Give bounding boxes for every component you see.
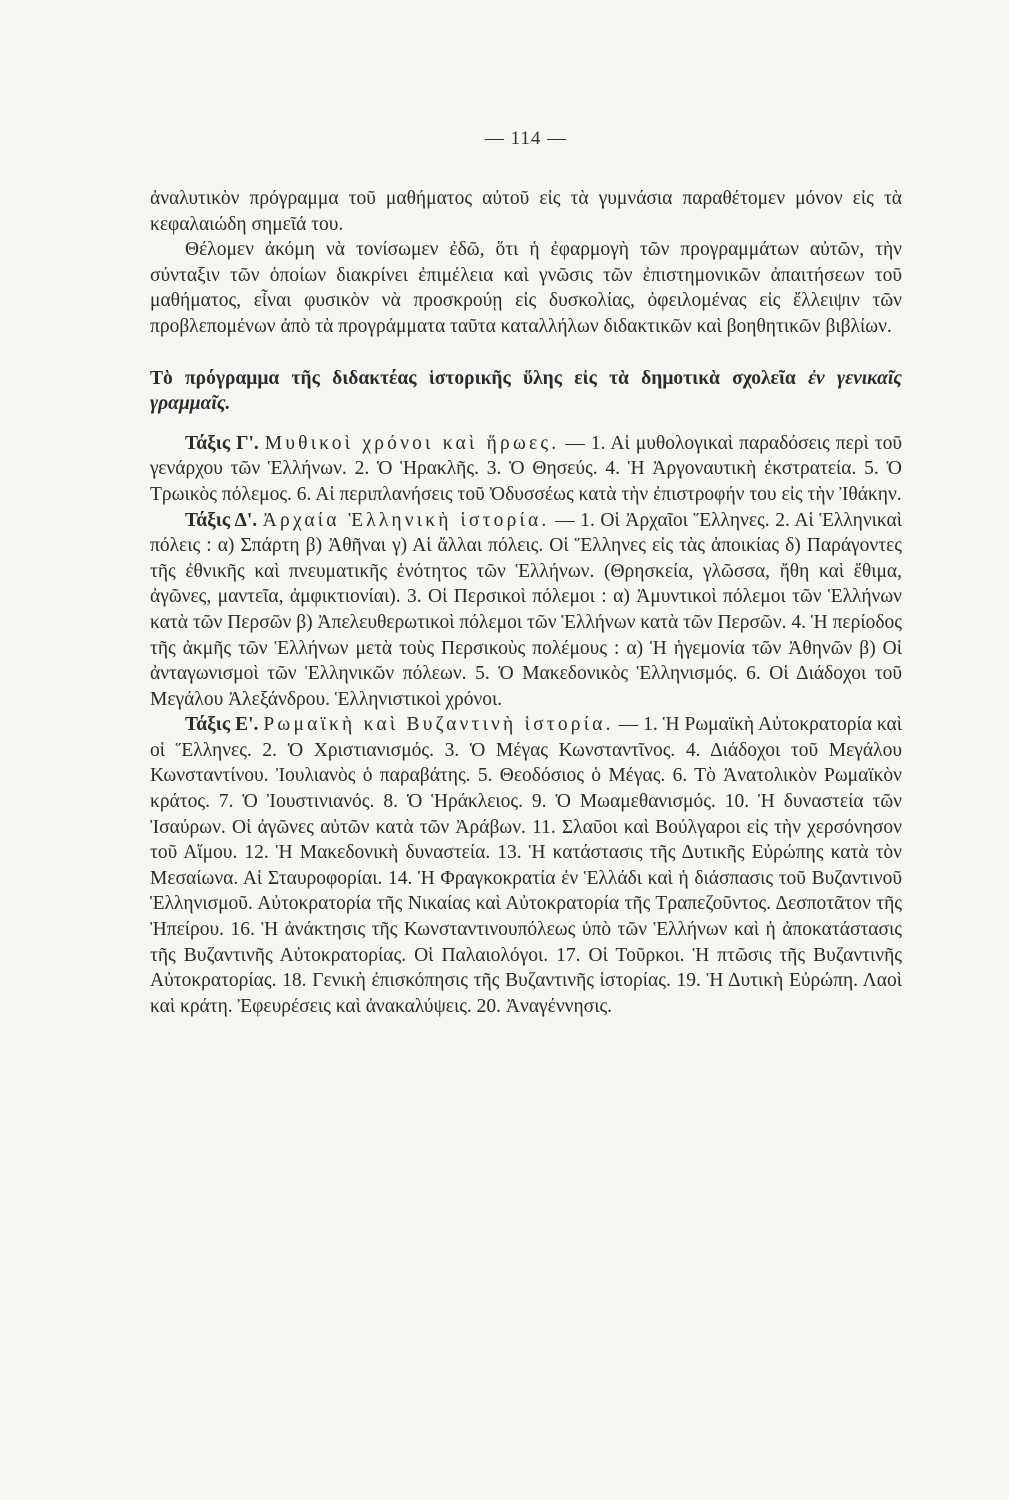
section-gap xyxy=(150,340,902,366)
class-e-paragraph xyxy=(150,712,902,1019)
emphasis-paragraph: Θέλομεν ἀκόμη νὰ τονίσωμεν ἐδῶ, ὅτι ἡ ἐφαρμογὴ τῶν προγραμμάτων αὐτῶν, τὴν σύνταξιν τῶν ὁποίων διακρίνει ἐπιμέλεια καὶ γνῶσις τῶν ἐπιστημονικῶν ἀπαιτήσεων τοῦ μαθήματος, εἶναι φυσικὸν νὰ προσκρούῃ εἰς δυσκολίας, ὀφειλομένας εἰς ἔλλειψιν τῶν προβλεπομένων ἀπὸ τὰ προγράμματα ταῦτα καταλλήλων διδακτικῶν καὶ βοηθητικῶν βιβλίων. xyxy=(150,239,902,337)
section-heading xyxy=(150,366,902,417)
class-g-text: — 1. Αἱ μυθολογικαὶ παραδόσεις περὶ τοῦ γενάρχου τῶν Ἑλλήνων. 2. Ὁ Ἡρακλῆς. 3. Ὁ Θησεύς. 4. Ἡ Ἀργοναυτικὴ ἐκστρατεία. 5. Ὁ Τρωικὸς πόλεμος. 6. Αἱ περιπλανήσεις τοῦ Ὀδυσσέως κατὰ τὴν ἐπιστροφήν του εἰς τὴν Ἰθάκην. xyxy=(150,432,902,505)
class-g-label: Τάξις Γ'. xyxy=(185,432,259,454)
class-e-text: — 1. Ἡ Ρωμαϊκὴ Αὐτοκρατορία καὶ οἱ Ἕλληνες. 2. Ὁ Χριστιανισμός. 3. Ὁ Μέγας Κωνσταντῖνος. 4. Διάδοχοι τοῦ Μεγάλου Κωνσταντίνου. Ἰουλιανὸς ὁ παραβάτης. 5. Θεοδόσιος ὁ Μέγας. 6. Τὸ Ἀνατολικὸν Ρωμαϊκὸν κράτος. 7. Ὁ Ἰουστινιανός. 8. Ὁ Ἡράκλειος. 9. Ὁ Μωαμεθανισμός. 10. Ἡ δυναστεία τῶν Ἰσαύρων. Οἱ ἀγῶνες αὐτῶν κατὰ τῶν Ἀράβων. 11. Σλαῦοι καὶ Βούλγαροι εἰς τὴν χερσόνησον τοῦ Αἵμου. 12. Ἡ Μακεδονικὴ δυναστεία. 13. Ἡ κατάστασις τῆς Δυτικῆς Εὐρώπης κατὰ τὸν Μεσαίωνα. Αἱ Σταυροφορίαι. 14. Ἡ Φραγκοκρατία ἐν Ἑλλάδι καὶ ἡ διάσπασις τοῦ Βυζαντινοῦ Ἑλληνισμοῦ. Αὐτοκρατορία τῆς Νικαίας καὶ Αὐτοκρατορία τῆς Τραπεζοῦντος. Δεσποτᾶτον τῆς Ἠπείρου. 16. Ἡ ἀνάκτησις τῆς Κωνσταντινουπόλεως ὑπὸ τῶν Ἑλλήνων καὶ ἡ ἀποκατάστασις τῆς Βυζαντινῆς Αὐτοκρατορίας. Οἱ Παλαιολόγοι. 17. Οἱ Τοῦρκοι. Ἡ πτῶσις τῆς Βυζαντινῆς Αὐτοκρατορίας. 18. Γενικὴ ἐπισκόπησις τῆς Βυζαντινῆς ἱστορίας. 19. Ἡ Δυτικὴ Εὐρώπη. Λαοὶ καὶ κράτη. Ἐφευρέσεις καὶ ἀνακαλύψεις. 20. Ἀναγέννησις. xyxy=(150,714,903,1017)
class-d-label: Τάξις Δ'. xyxy=(185,509,258,531)
section-heading-sub: ἐν γενικαῖς γραμμαῖς. xyxy=(150,367,902,415)
page-number: — 114 — xyxy=(484,128,568,149)
class-d-text: — 1. Οἱ Ἀρχαῖοι Ἕλληνες. 2. Αἱ Ἑλληνικαὶ πόλεις : α) Σπάρτη β) Ἀθῆναι γ) Αἱ ἄλλαι πόλεις. Οἱ Ἕλληνες εἰς τὰς ἀποικίας δ) Παράγοντες τῆς ἐθνικῆς καὶ πνευματικῆς ἑνότητος τῶν Ἑλλήνων. (Θρησκεία, γλῶσσα, ἤθη καὶ ἔθιμα, ἀγῶνες, μαντεῖα, ἀμφικτιονίαι). 3. Οἱ Περσικοὶ πόλεμοι : α) Ἀμυντικοὶ πόλεμοι τῶν Ἑλλήνων κατὰ τῶν Περσῶν β) Ἀπελευθερωτικοὶ πόλεμοι τῶν Ἑλλήνων κατὰ τῶν Περσῶν. 4. Ἡ περίοδος τῆς ἀκμῆς τῶν Ἑλλήνων μετὰ τοὺς Περσικοὺς πολέμους : α) Ἡ ἡγεμονία τῶν Ἀθηνῶν β) Οἱ ἀνταγωνισμοὶ τῶν Ἑλληνικῶν πόλεων. 5. Ὁ Μακεδονικὸς Ἑλληνισμός. 6. Οἱ Διάδοχοι τοῦ Μεγάλου Ἀλεξάνδρου. Ἑλληνιστικοὶ χρόνοι. xyxy=(150,509,903,710)
class-d-paragraph xyxy=(150,508,902,713)
class-g-paragraph xyxy=(150,431,902,508)
book-page xyxy=(150,128,902,1468)
class-g-title: Μυθικοὶ χρόνοι καὶ ἥρωες. xyxy=(264,432,560,454)
class-e-title: Ρωμαϊκὴ καὶ Βυζαντινὴ ἱστορία. xyxy=(263,714,614,736)
class-e-label: Τάξις Ε'. xyxy=(185,714,259,736)
class-d-title: Ἀρχαία Ἑλληνικὴ ἱστορία. xyxy=(262,509,550,531)
intro-paragraph: ἀναλυτικὸν πρόγραμμα τοῦ μαθήματος αὐτοῦ εἰς τὰ γυμνάσια παραθέτομεν μόνον εἰς τὰ κεφαλαιώδη σημεῖά του. xyxy=(150,188,902,235)
section-heading-main: Τὸ πρόγραμμα τῆς διδακτέας ἱστορικῆς ὕλης εἰς τὰ δημοτικὰ σχολεῖα xyxy=(150,367,796,389)
